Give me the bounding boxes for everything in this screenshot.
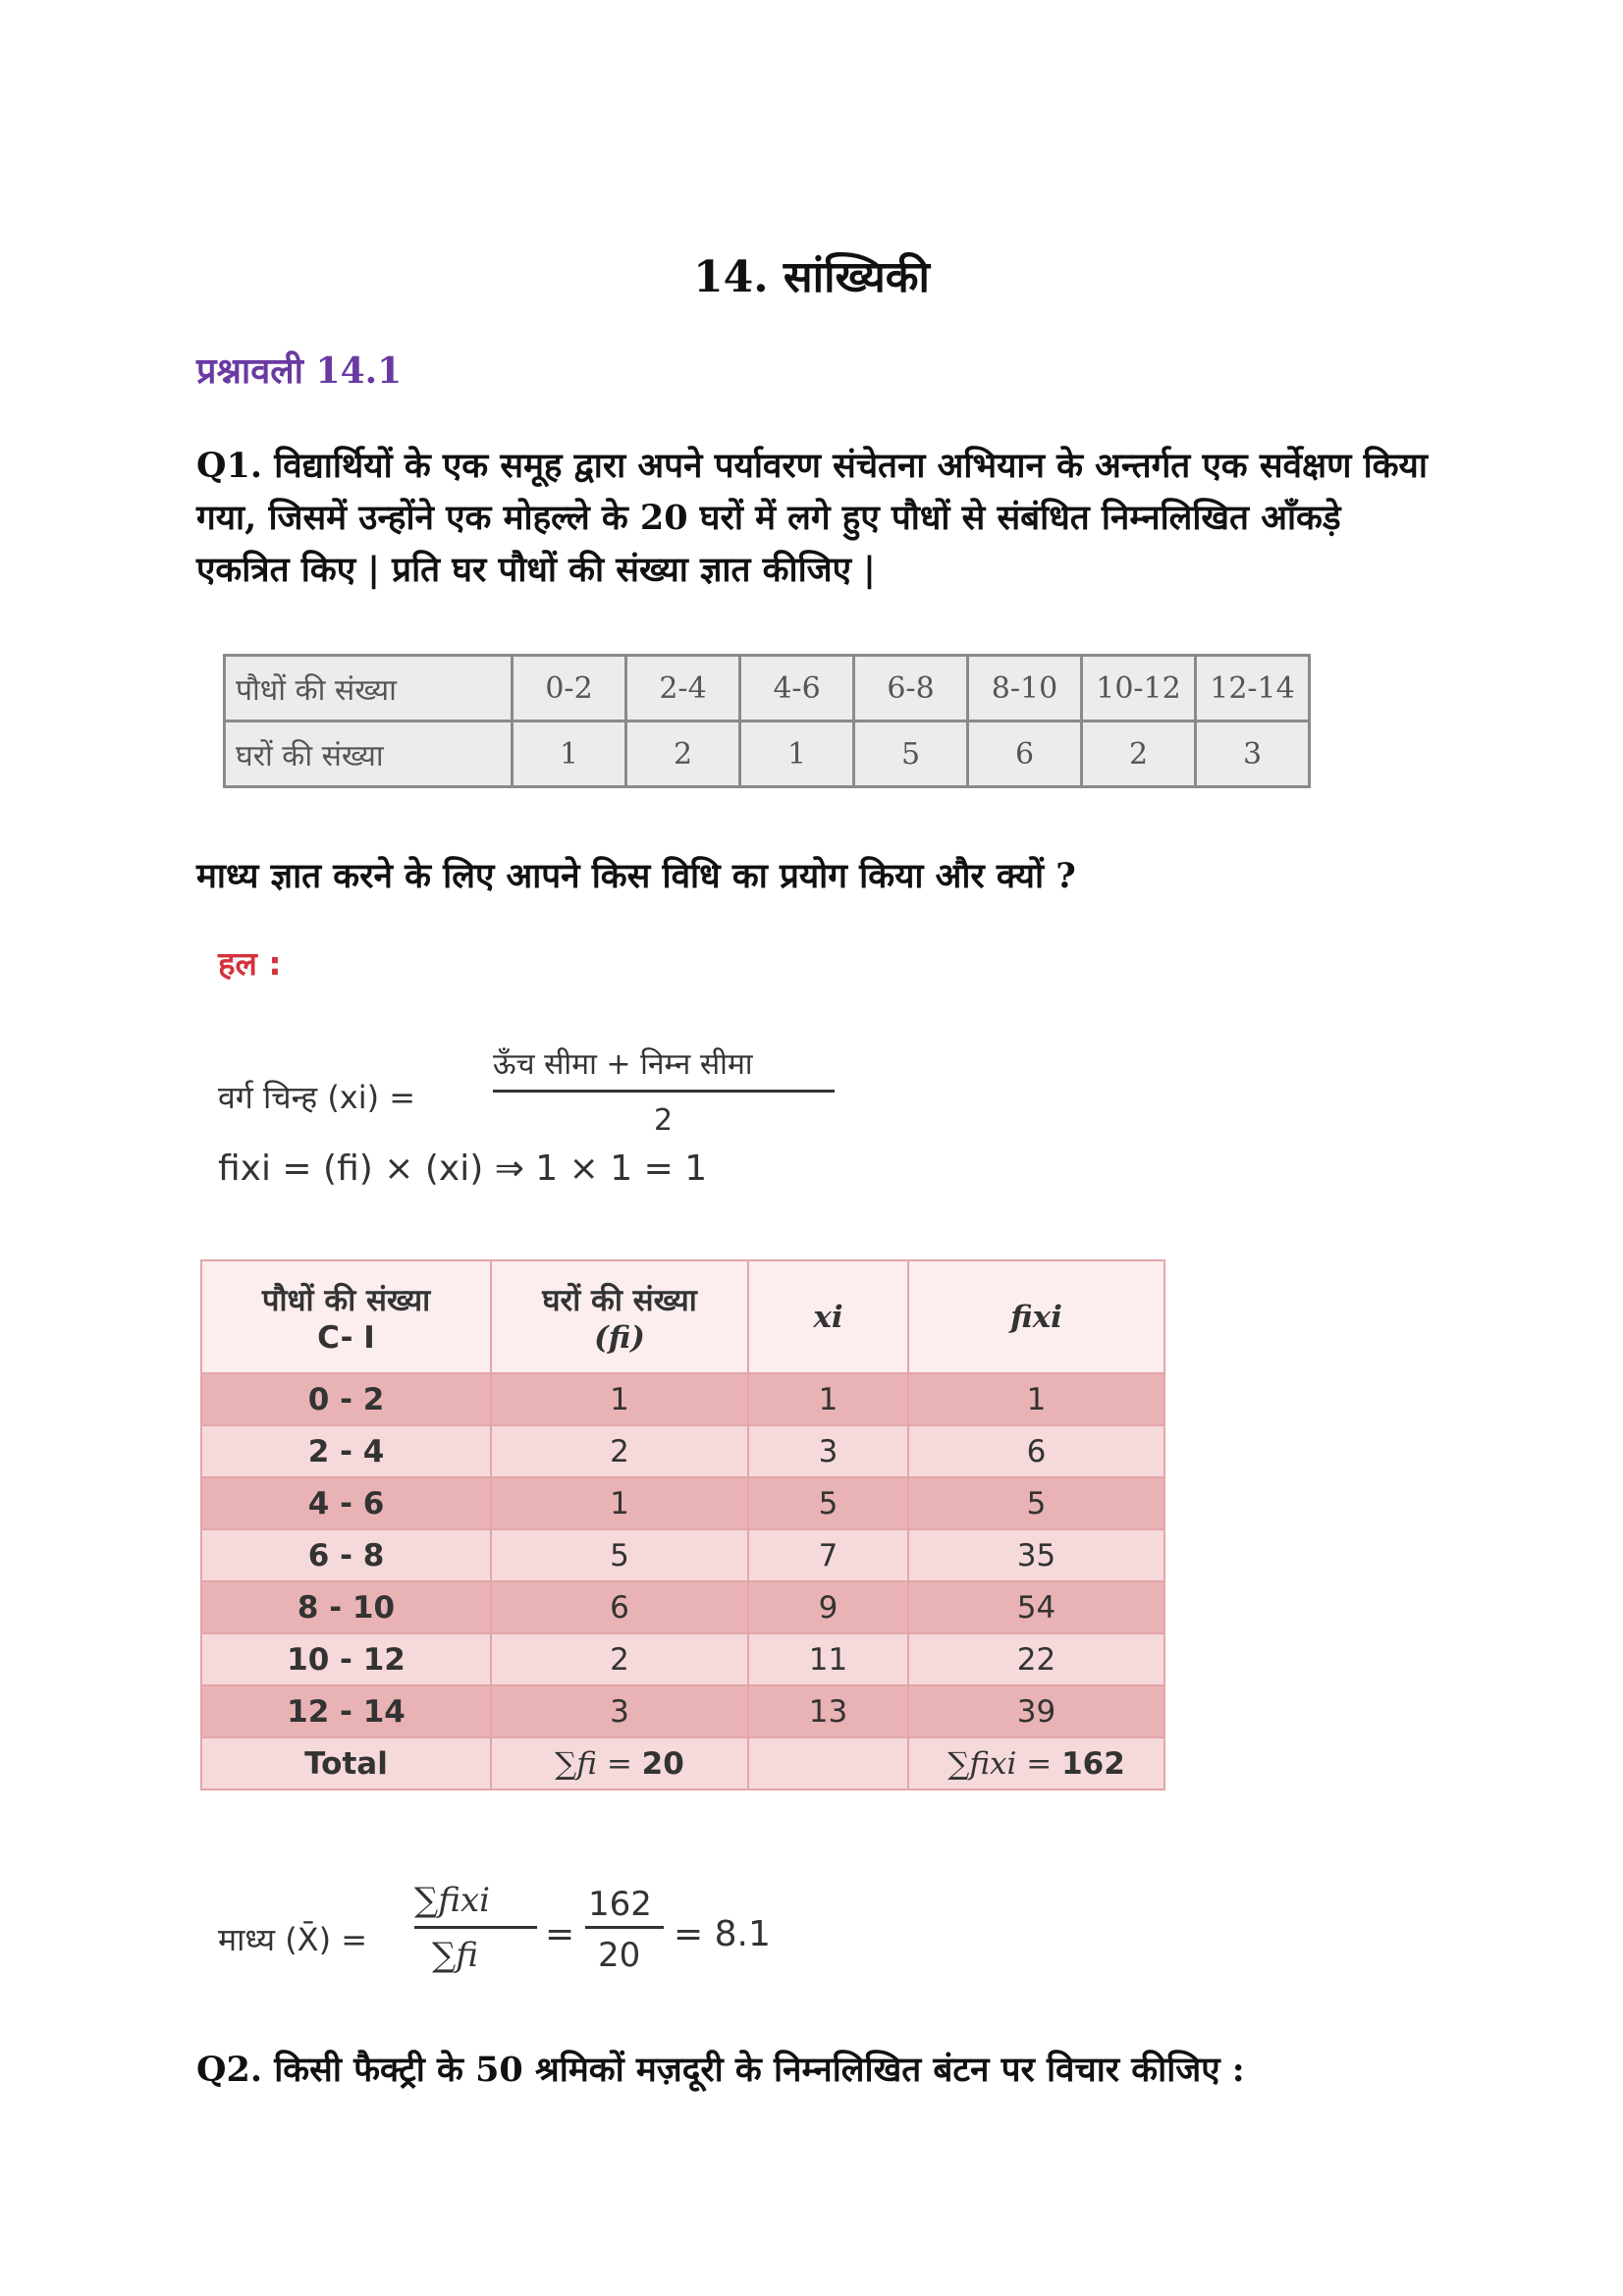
xi-cell: 13 <box>748 1685 908 1737</box>
table-row <box>201 1633 1164 1685</box>
houses-cell: 6 <box>968 721 1082 787</box>
fi-cell: 2 <box>491 1425 748 1477</box>
houses-cell: 2 <box>1082 721 1196 787</box>
sum-fixi-value: 162 <box>1061 1745 1125 1782</box>
xi-cell: 3 <box>748 1425 908 1477</box>
header-fixi: fixi <box>908 1260 1164 1373</box>
fi-cell: 6 <box>491 1581 748 1633</box>
fixi-cell: 1 <box>908 1373 1164 1425</box>
fixi-cell: 6 <box>908 1425 1164 1477</box>
class-mark-numerator: ऊँच सीमा + निम्न सीमा <box>493 1047 753 1082</box>
range-cell: 8-10 <box>968 656 1082 721</box>
fixi-cell: 35 <box>908 1529 1164 1581</box>
mean-num-value: 162 <box>588 1885 652 1924</box>
fi-cell: 5 <box>491 1529 748 1581</box>
mean-denominator: ∑fi <box>432 1936 478 1975</box>
xi-cell: 5 <box>748 1477 908 1529</box>
class-mark-denominator: 2 <box>654 1103 674 1138</box>
houses-cell: 5 <box>854 721 968 787</box>
header-class-interval <box>201 1260 491 1373</box>
fi-cell: 3 <box>491 1685 748 1737</box>
table-row <box>201 1529 1164 1581</box>
sum-fixi-cell <box>908 1737 1164 1789</box>
table-header-row <box>201 1260 1164 1373</box>
xi-cell: 1 <box>748 1373 908 1425</box>
header-c1-line1: पौधों की संख्या <box>261 1282 431 1318</box>
question-2-text: Q2. किसी फैक्ट्री के 50 श्रमिकों मज़दूरी के निम्नलिखित बंटन पर विचार कीजिए : <box>196 2050 1245 2090</box>
header-c1-line2: C- I <box>317 1319 375 1356</box>
table-row <box>201 1581 1164 1633</box>
fraction-bar <box>585 1926 664 1929</box>
data-table-row-plants <box>225 656 1310 721</box>
mean-den-value: 20 <box>598 1936 641 1975</box>
range-cell: 10-12 <box>1082 656 1196 721</box>
class-mark-label: वर्ग चिन्ह (xi) = <box>218 1079 416 1116</box>
table-row <box>201 1477 1164 1529</box>
data-table-row-houses <box>225 721 1310 787</box>
fi-cell: 2 <box>491 1633 748 1685</box>
table-row <box>201 1425 1164 1477</box>
data-table <box>223 654 1311 788</box>
range-cell: 4-6 <box>740 656 854 721</box>
sum-fixi-symbol: ∑fixi = <box>947 1745 1053 1782</box>
header-c2-line2: (fi) <box>594 1319 645 1356</box>
xi-cell: 7 <box>748 1529 908 1581</box>
fraction-bar <box>414 1926 537 1929</box>
range-cell: 2-4 <box>626 656 740 721</box>
range-cell: 12-14 <box>1196 656 1310 721</box>
equals-sign: = <box>545 1914 575 1954</box>
fixi-formula: fixi = (fi) × (xi) ⇒ 1 × 1 = 1 <box>218 1148 708 1189</box>
table-row <box>201 1373 1164 1425</box>
table-row <box>201 1685 1164 1737</box>
ci-cell: 8 - 10 <box>201 1581 491 1633</box>
mean-result: = 8.1 <box>674 1914 771 1954</box>
houses-cell: 1 <box>740 721 854 787</box>
ci-cell: 6 - 8 <box>201 1529 491 1581</box>
fi-cell: 1 <box>491 1477 748 1529</box>
row-label-houses: घरों की संख्या <box>225 721 513 787</box>
fixi-cell: 39 <box>908 1685 1164 1737</box>
ci-cell: 10 - 12 <box>201 1633 491 1685</box>
exercise-heading: प्रश्नावली 14.1 <box>196 350 403 392</box>
fixi-cell: 54 <box>908 1581 1164 1633</box>
fi-cell: 1 <box>491 1373 748 1425</box>
ci-cell: 4 - 6 <box>201 1477 491 1529</box>
empty-cell <box>748 1737 908 1789</box>
sum-fi-value: 20 <box>641 1745 684 1782</box>
question-1-text: Q1. विद्यार्थियों के एक समूह द्वारा अपने पर्यावरण संचेतना अभियान के अन्तर्गत एक सर्वेक्षण किया गया, जिसमें उन्होंने एक मोहल्ले के 20 घरों में लगे हुए पौधों से संबंधित निम्नलिखित आँकड़े एकत्रित किए | प्रति घर पौधों की संख्या ज्ञात कीजिए | <box>196 446 1428 590</box>
sum-fi-cell <box>491 1737 748 1789</box>
houses-cell: 2 <box>626 721 740 787</box>
total-row <box>201 1737 1164 1789</box>
ci-cell: 0 - 2 <box>201 1373 491 1425</box>
header-frequency <box>491 1260 748 1373</box>
fraction-bar <box>493 1090 835 1093</box>
ci-cell: 2 - 4 <box>201 1425 491 1477</box>
page-title: 14. सांख्यिकी <box>693 252 930 302</box>
xi-cell: 9 <box>748 1581 908 1633</box>
mean-numerator: ∑fixi <box>414 1881 490 1920</box>
xi-cell: 11 <box>748 1633 908 1685</box>
sum-fi-symbol: ∑fi = <box>555 1745 632 1782</box>
houses-cell: 3 <box>1196 721 1310 787</box>
range-cell: 6-8 <box>854 656 968 721</box>
row-label-plants: पौधों की संख्या <box>225 656 513 721</box>
mean-label: माध्य (X̄) = <box>218 1921 368 1958</box>
question-1-subquestion: माध्य ज्ञात करने के लिए आपने किस विधि का प्रयोग किया और क्यों ? <box>196 856 1076 896</box>
ci-cell: 12 - 14 <box>201 1685 491 1737</box>
fixi-cell: 5 <box>908 1477 1164 1529</box>
solution-table <box>200 1259 1165 1790</box>
fixi-cell: 22 <box>908 1633 1164 1685</box>
header-c2-line1: घरों की संख्या <box>542 1282 697 1318</box>
header-xi: xi <box>748 1260 908 1373</box>
solution-label: हल : <box>218 944 282 983</box>
houses-cell: 1 <box>513 721 626 787</box>
range-cell: 0-2 <box>513 656 626 721</box>
total-label: Total <box>201 1737 491 1789</box>
